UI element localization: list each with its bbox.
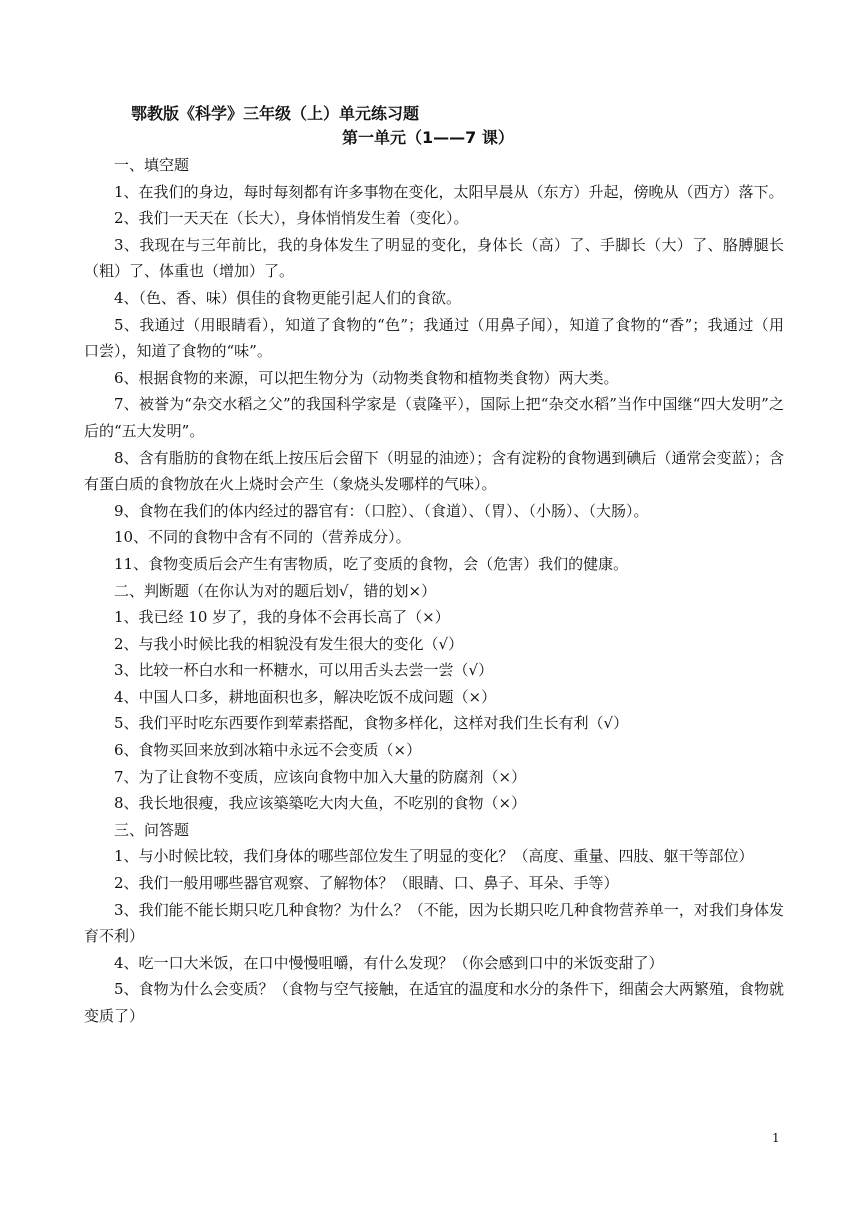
unit-subtitle: 第一单元（1——7 课） bbox=[342, 128, 514, 147]
question-item: 3、我们能不能长期只吃几种食物？为什么？（不能，因为长期只吃几种食物营养单一，对我们身体发育不利） bbox=[84, 900, 784, 946]
page-number: 1 bbox=[772, 1131, 780, 1145]
section-heading-true-false: 二、判断题（在你认为对的题后划√，错的划×） bbox=[114, 581, 437, 600]
question-item: 2、我们一般用哪些器官观察、了解物体？（眼睛、口、鼻子、耳朵、手等） bbox=[114, 874, 619, 893]
question-item: 3、我现在与三年前比，我的身体发生了明显的变化，身体长（高）了、手脚长（大）了、胳膊腿长（粗）了、体重也（增加）了。 bbox=[84, 235, 784, 281]
question-item: 8、含有脂肪的食物在纸上按压后会留下（明显的油迹）；含有淀粉的食物遇到碘后（通常会变蓝）；含有蛋白质的食物放在火上烧时会产生（象烧头发哪样的气味）。 bbox=[84, 448, 784, 494]
section-heading-qa: 三、问答题 bbox=[114, 820, 190, 839]
section-heading-fill-blank: 一、填空题 bbox=[114, 156, 190, 174]
question-item: 7、为了让食物不变质，应该向食物中加入大量的防腐剂（×） bbox=[114, 767, 527, 786]
document-title: 鄂教版《科学》三年级（上）单元练习题 bbox=[131, 104, 420, 123]
question-item: 9、食物在我们的体内经过的器官有：（口腔）、（食道）、（胃）、（小肠）、（大肠）。 bbox=[114, 501, 649, 520]
question-item: 2、与我小时候比我的相貌没有发生很大的变化（√） bbox=[114, 634, 464, 653]
question-item: 2、我们一天天在（长大），身体悄悄发生着（变化）。 bbox=[114, 209, 469, 228]
question-item: 5、我们平时吃东西要作到荤素搭配，食物多样化，这样对我们生长有利（√） bbox=[114, 714, 629, 733]
question-item: 11、食物变质后会产生有害物质，吃了变质的食物，会（危害）我们的健康。 bbox=[114, 554, 629, 573]
question-item: 3、比较一杯白水和一杯糖水，可以用舌头去尝一尝（√） bbox=[114, 661, 494, 680]
question-item: 4、（色、香、味）俱佳的食物更能引起人们的食欲。 bbox=[114, 288, 462, 307]
question-item: 1、与小时候比较，我们身体的哪些部位发生了明显的变化？（高度、重量、四肢、躯干等部位） bbox=[114, 847, 754, 866]
question-item: 6、根据食物的来源，可以把生物分为（动物类食物和植物类食物）两大类。 bbox=[114, 368, 619, 387]
question-item: 4、吃一口大米饭，在口中慢慢咀嚼，有什么发现？（你会感到口中的米饭变甜了） bbox=[114, 953, 664, 972]
question-item: 1、在我们的身边，每时每刻都有许多事物在变化，太阳早晨从（东方）升起，傍晚从（西方）落下。 bbox=[114, 182, 784, 201]
question-item: 6、食物买回来放到冰箱中永远不会变质（×） bbox=[114, 741, 422, 760]
question-item: 4、中国人口多，耕地面积也多，解决吃饭不成问题（×） bbox=[114, 687, 497, 706]
question-item: 5、食物为什么会变质？（食物与空气接触，在适宜的温度和水分的条件下，细菌会大两繁殖，食物就变质了） bbox=[84, 980, 784, 1025]
question-item: 10、不同的食物中含有不同的（营养成分）。 bbox=[114, 528, 411, 547]
question-item: 7、被誉为“杂交水稻之父”的我国科学家是（袁隆平），国际上把“杂交水稻”当作中国继“四大发明”之后的“五大发明”。 bbox=[84, 395, 784, 440]
document-body bbox=[84, 152, 784, 1030]
question-item: 5、我通过（用眼睛看），知道了食物的“色”；我通过（用鼻子闻），知道了食物的“香”；我通过（用口尝），知道了食物的“味”。 bbox=[84, 315, 784, 361]
question-item: 1、我已经 10 岁了，我的身体不会再长高了（×） bbox=[114, 608, 450, 627]
question-item: 8、我长地很瘦，我应该築築吃大肉大鱼，不吃别的食物（×） bbox=[114, 794, 527, 813]
